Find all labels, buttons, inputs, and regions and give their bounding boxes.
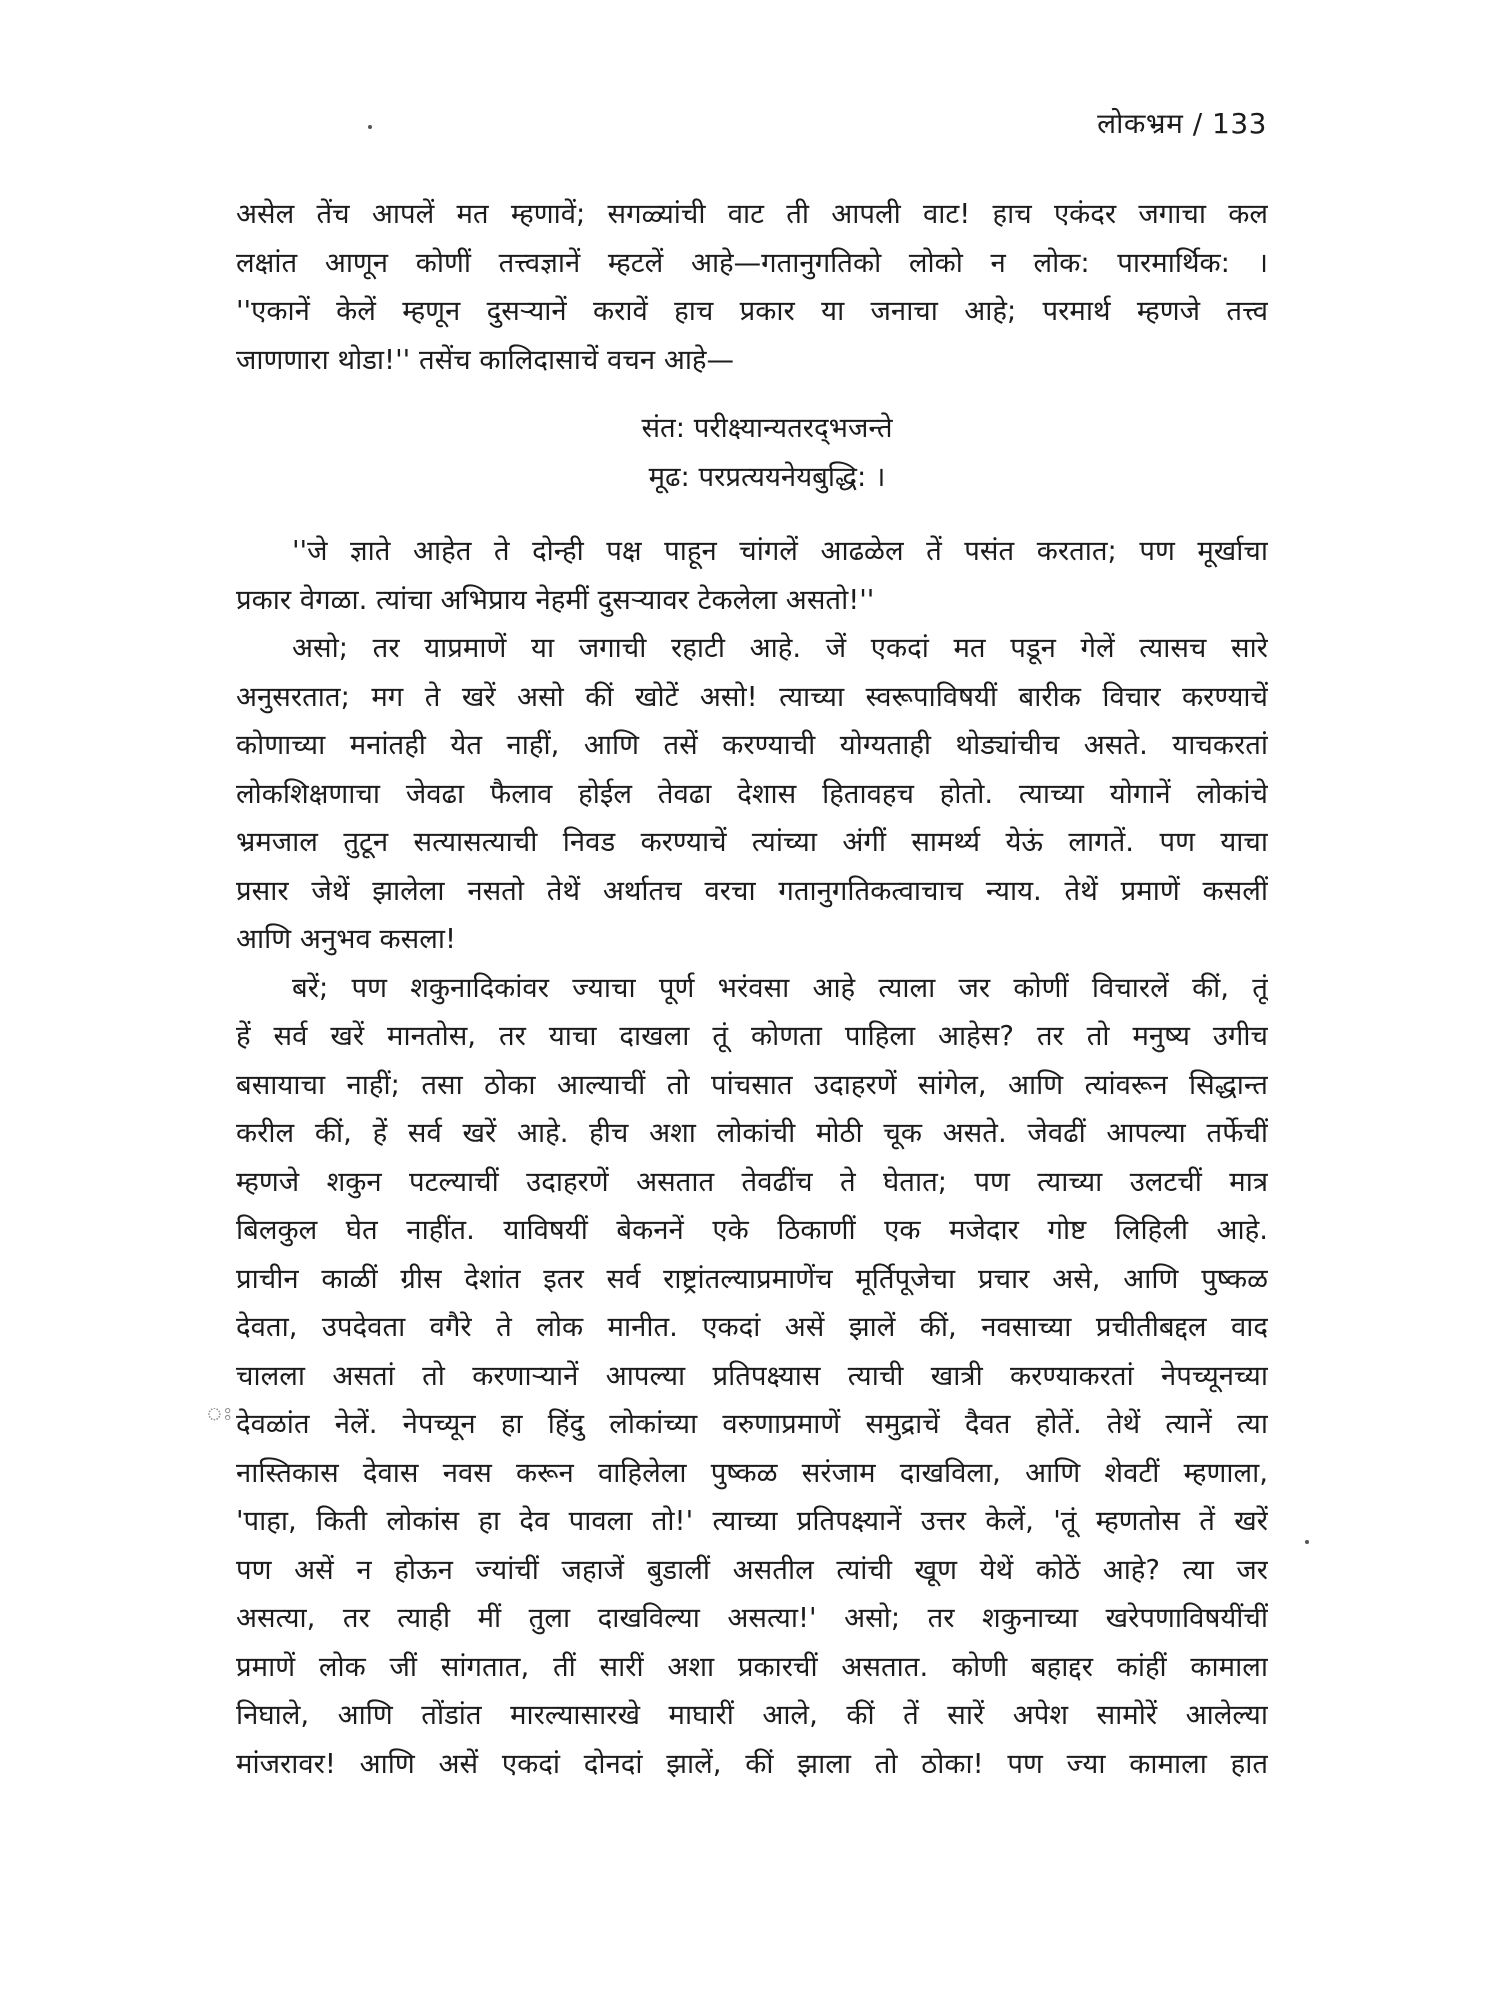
text-line: प्रमाणें लोक जीं सांगतात, तीं सारीं अशा प्रकारचीं असतात. कोणी बहाद्दर कांहीं कामाला — [236, 1650, 1268, 1683]
text-line: पण असें न होऊन ज्यांचीं जहाजें बुडालीं असतील त्यांची खूण येथें कोठें आहे? त्या जर — [236, 1553, 1268, 1586]
text-line: जाणणारा थोडा!'' तसेंच कालिदासाचें वचन आहे— — [236, 343, 735, 376]
text-line: करील कीं, हें सर्व खरें आहे. हीच अशा लोकांची मोठी चूक असते. जेवढीं आपल्या तर्फेचीं — [236, 1117, 1268, 1149]
text-line: कोणाच्या मनांतही येत नाहीं, आणि तसें करण्याची योग्यताही थोड्यांचीच असते. याचकरतां — [236, 729, 1268, 761]
text-line: लक्षांत आणून कोणीं तत्त्वज्ञानें म्हटलें आहे—गतानुगतिको लोको न लोक: पारमार्थिक: । — [236, 246, 1268, 279]
text-line: भ्रमजाल तुटून सत्यासत्याची निवड करण्याचें त्यांच्या अंगीं सामर्थ्य येऊं लागतें. पण याचा — [236, 826, 1268, 858]
text-line: ''जे ज्ञाते आहेत ते दोन्ही पक्ष पाहून चांगलें आढळेल तें पसंत करतात; पण मूर्खाचा — [292, 535, 1268, 567]
text-line: म्हणजे शकुन पटल्याचीं उदाहरणें असतात तेवढींच ते घेतात; पण त्याच्या उलटचीं मात्र — [236, 1165, 1268, 1198]
text-line: प्रसार जेथें झालेला नसतो तेथें अर्थातच वरचा गतानुगतिकत्वाचाच न्याय. तेथें प्रमाणें कसलीं — [236, 874, 1268, 907]
text-line: देवळांत नेलें. नेपच्यून हा हिंदु लोकांच्या वरुणाप्रमाणें समुद्राचें दैवत होतें. तेथें त्यानें त्या — [236, 1408, 1268, 1440]
text-line: निघाले, आणि तोंडांत मारल्यासारखे माघारीं आले, कीं तें सारें अपेश सामोरें आलेल्या — [236, 1699, 1268, 1731]
text-line: असत्या, तर त्याही मीं तुला दाखविल्या असत्या!' असो; तर शकुनाच्या खरेपणाविषयींचीं — [236, 1602, 1268, 1634]
text-line: हें सर्व खरें मानतोस, तर याचा दाखला तूं कोणता पाहिला आहेस? तर तो मनुष्य उगीच — [236, 1020, 1268, 1052]
text-line: देवता, उपदेवता वगैरे ते लोक मानीत. एकदां असें झालें कीं, नवसाच्या प्रचीतीबद्दल वाद — [236, 1311, 1268, 1343]
verse-line: संत: परीक्ष्यान्यतरद्‌भजन्ते — [641, 412, 893, 444]
text-line: नास्तिकास देवास नवस करून वाहिलेला पुष्कळ सरंजाम दाखविला, आणि शेवटीं म्हणाला, — [236, 1456, 1268, 1489]
text-line: बिलकुल घेत नाहींत. याविषयीं बेकननें एके ठिकाणीं एक मजेदार गोष्ट लिहिली आहे. — [236, 1214, 1268, 1246]
scan-smudge: ঃ — [206, 1404, 233, 1425]
verse-line: मूढ: परप्रत्ययनेयबुद्धि: । — [648, 460, 886, 493]
text-line: बसायाचा नाहीं; तसा ठोका आल्याचीं तो पांचसात उदाहरणें सांगेल, आणि त्यांवरून सिद्धान्त — [236, 1068, 1268, 1101]
text-line: अनुसरतात; मग ते खरें असो कीं खोटें असो! त्याच्या स्वरूपाविषयीं बारीक विचार करण्याचें — [236, 680, 1268, 713]
text-line: मांजरावर! आणि असें एकदां दोनदां झालें, कीं झाला तो ठोका! पण ज्या कामाला हात — [236, 1747, 1268, 1780]
text-line: प्रकार वेगळा. त्यांचा अभिप्राय नेहमीं दुसऱ्यावर टेकलेला असतो!'' — [236, 583, 875, 616]
scan-speck — [1305, 1540, 1309, 1544]
text-line: ''एकानें केलें म्हणून दुसऱ्यानें करावें हाच प्रकार या जनाचा आहे; परमार्थ म्हणजे तत्त्व — [236, 295, 1268, 327]
text-line: चालला असतां तो करणाऱ्यानें आपल्या प्रतिपक्ष्यास त्याची खात्री करण्याकरतां नेपच्यूनच्या — [236, 1359, 1268, 1392]
running-header: लोकभ्रम / 133 — [1097, 107, 1267, 140]
text-line: प्राचीन काळीं ग्रीस देशांत इतर सर्व राष्ट्रांतल्याप्रमाणेंच मूर्तिपूजेचा प्रचार असे, आणि पुष्कळ — [236, 1262, 1268, 1295]
scan-speck — [368, 125, 372, 129]
text-line: 'पाहा, किती लोकांस हा देव पावला तो!' त्याच्या प्रतिपक्ष्यानें उत्तर केलें, 'तूं म्हणतोस तें खरें — [236, 1505, 1268, 1537]
text-line: असेल तेंच आपलें मत म्हणावें; सगळ्यांची वाट ती आपली वाट! हाच एकंदर जगाचा कल — [236, 198, 1268, 230]
text-line: आणि अनुभव कसला! — [236, 923, 456, 955]
text-line: लोकशिक्षणाचा जेवढा फैलाव होईल तेवढा देशास हितावहच होतो. त्याच्या योगानें लोकांचे — [236, 777, 1268, 810]
page-body — [236, 190, 1268, 1788]
text-line: असो; तर याप्रमाणें या जगाची रहाटी आहे. जें एकदां मत पडून गेलें त्यासच सारे — [292, 632, 1268, 664]
text-line: बरें; पण शकुनादिकांवर ज्याचा पूर्ण भरंवसा आहे त्याला जर कोणीं विचारलें कीं, तूं — [292, 971, 1268, 1004]
